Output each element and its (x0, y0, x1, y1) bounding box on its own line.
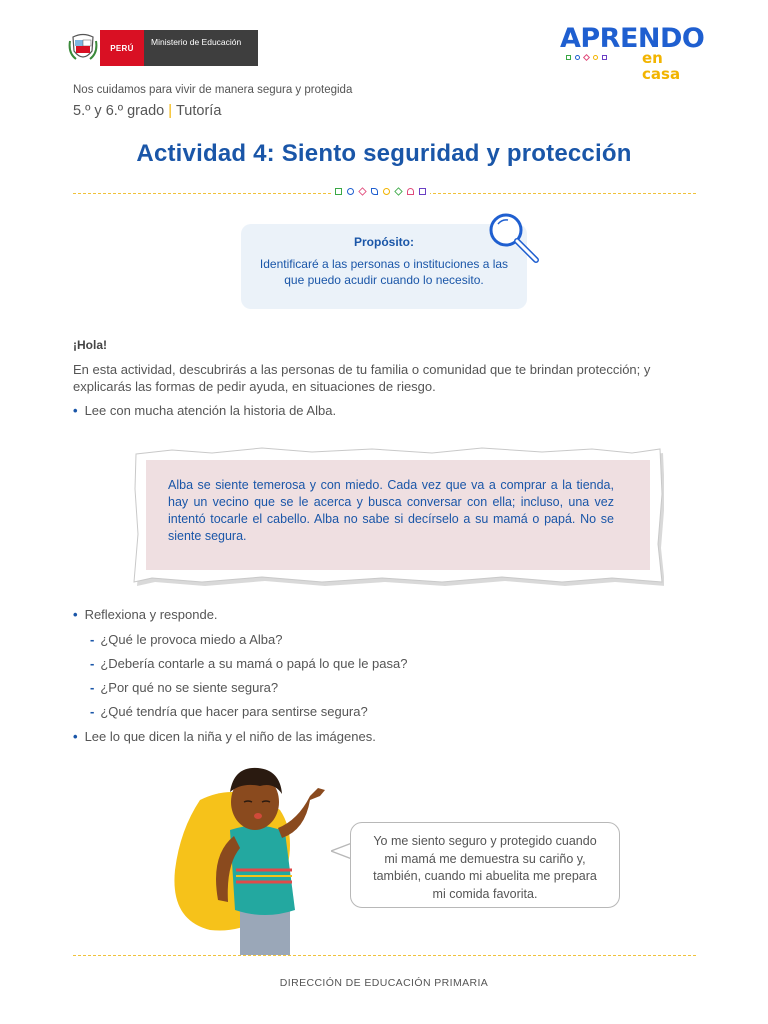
grade-label: 5.º y 6.º grado (73, 103, 165, 119)
bullet-reflect: • Reflexiona y responde. (73, 607, 218, 622)
question-item: - ¿Debería contarle a su mamá o papá lo que le pasa? (90, 656, 408, 671)
boy-illustration (170, 760, 340, 955)
intro-paragraph: En esta actividad, descubrirás a las personas de tu familia o comunidad que te brindan protección; y explicarás las formas de pedir ayuda, en situaciones de riesgo. (73, 362, 651, 394)
question-text: ¿Debería contarle a su mamá o papá lo que le pasa? (100, 656, 408, 671)
question-text: ¿Qué tendría que hacer para sentirse segura? (100, 704, 368, 719)
footer-text: DIRECCIÓN DE EDUCACIÓN PRIMARIA (279, 977, 489, 989)
peru-crest-icon (68, 31, 98, 65)
purpose-heading: Propósito: (354, 235, 414, 249)
page-title: Actividad 4: Siento seguridad y protección (136, 140, 632, 167)
peru-label: PERÚ (100, 30, 144, 66)
greeting: ¡Hola! (73, 338, 107, 352)
purpose-text: Identificaré a las personas o instituciones a las que puedo acudir cuando lo necesito. (259, 257, 509, 287)
brand-title: APRENDO (560, 23, 705, 54)
question-item: - ¿Qué tendría que hacer para sentirse segura? (90, 704, 368, 719)
question-text: ¿Qué le provoca miedo a Alba? (100, 632, 283, 647)
bullet-images-text: Lee lo que dicen la niña y el niño de las imágenes. (84, 729, 376, 744)
speech-bubble (350, 822, 620, 908)
magnifier-icon (486, 210, 544, 268)
bullet-images: • Lee lo que dicen la niña y el niño de las imágenes. (73, 729, 376, 744)
question-item: - ¿Por qué no se siente segura? (90, 680, 279, 695)
bullet-read-text: Lee con mucha atención la historia de Alba. (84, 403, 337, 418)
ministry-label: Ministerio de Educación (144, 30, 258, 66)
question-item: - ¿Qué le provoca miedo a Alba? (90, 632, 283, 647)
bullet-reflect-text: Reflexiona y responde. (84, 607, 218, 622)
area-label: Tutoría (175, 103, 222, 119)
bullet-read-story: • Lee con mucha atención la historia de Alba. (73, 403, 337, 418)
series-title: Nos cuidamos para vivir de manera segura y protegida (73, 84, 353, 96)
speech-bubble-text: Yo me siento seguro y protegido cuando mi mamá me demuestra su cariño y, también, cuando mi abuelita me prepara mi comida favorita. (373, 834, 597, 901)
brand-subtitle: en casa (642, 49, 681, 83)
brand-shapes-icon (566, 55, 607, 60)
question-text: ¿Por qué no se siente segura? (100, 680, 279, 695)
grade-line: 5.º y 6.º grado | Tutoría (73, 103, 222, 119)
divider-bottom (73, 955, 696, 956)
ministry-logo (68, 30, 258, 66)
story-text: Alba se siente temerosa y con miedo. Cada vez que va a comprar a la tienda, hay un vecino que se le acerca y busca conversar con ella; incluso, una vez intentó tocarle el cabello. Alba no sabe si decírselo a su mamá o papá. No se siente segura. (168, 478, 614, 543)
purpose-box (241, 224, 527, 309)
aprendo-en-casa-logo (560, 23, 705, 83)
divider-shapes-icon (331, 188, 430, 195)
